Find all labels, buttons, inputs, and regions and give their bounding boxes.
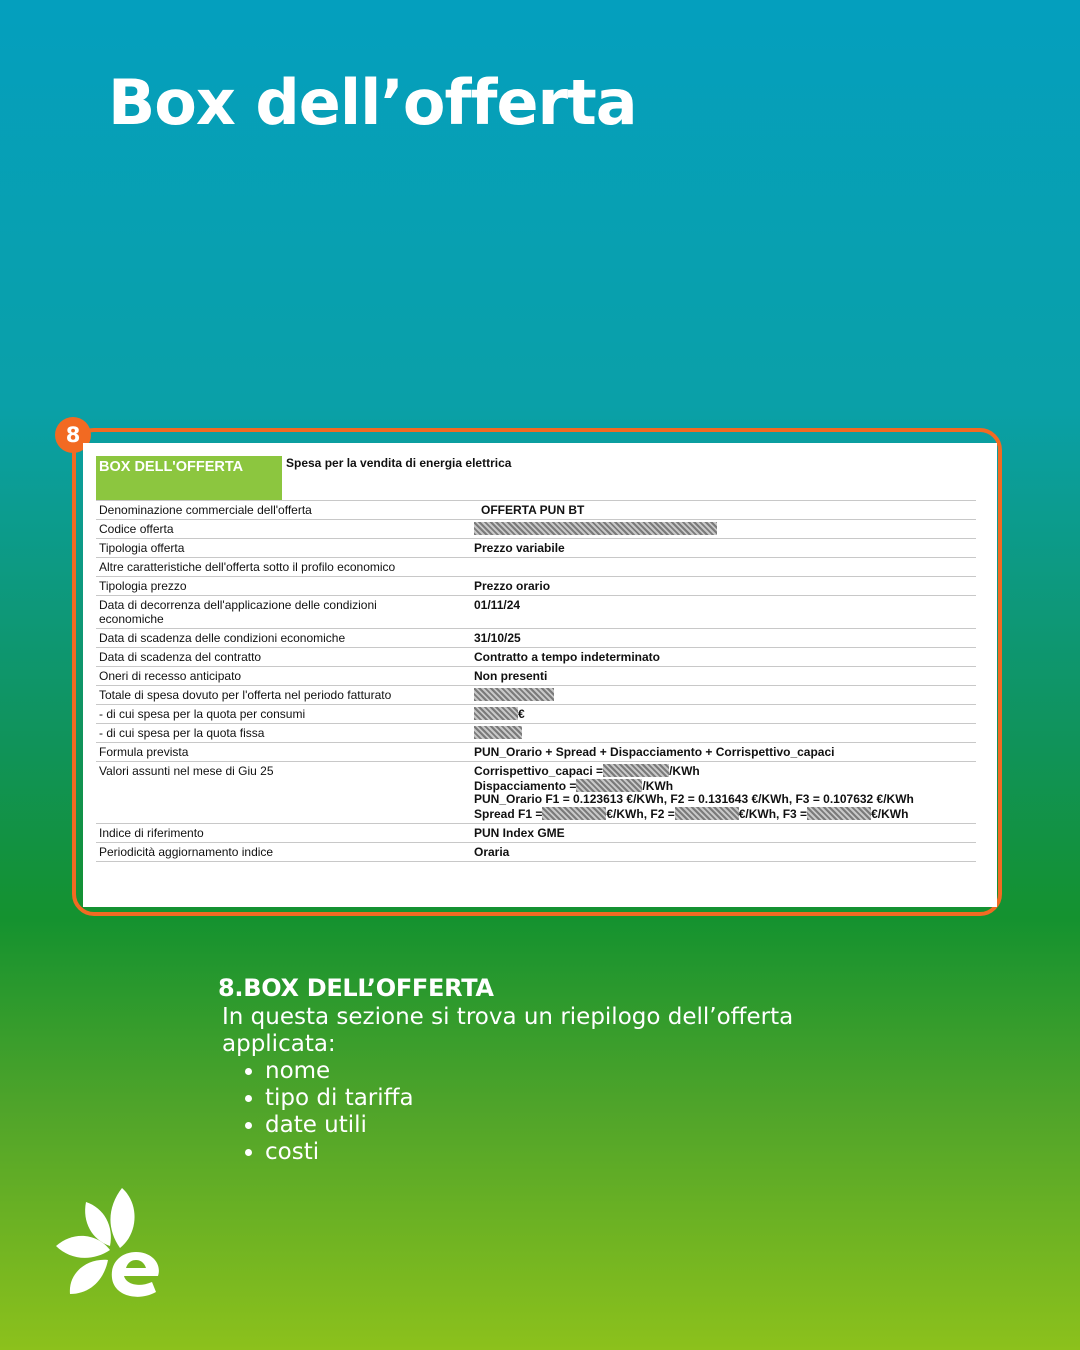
table-row: [96, 648, 976, 667]
table-row: [96, 824, 976, 843]
redacted-block: [474, 522, 717, 535]
row-value: OFFERTA PUN BT: [481, 503, 585, 517]
row-value: [474, 726, 976, 740]
redacted-block: [807, 807, 871, 820]
table-row: [96, 629, 976, 648]
redacted-block: [474, 707, 518, 720]
row-label: Totale di spesa dovuto per l'offerta nel periodo fatturato: [99, 688, 392, 702]
row-label: Valori assunti nel mese di Giu 25: [99, 764, 274, 778]
row-value: Contratto a tempo indeterminato: [474, 650, 661, 664]
row-value: Prezzo variabile: [474, 541, 565, 555]
redacted-block: [474, 726, 522, 739]
redacted-block: [542, 807, 606, 820]
redacted-block: [675, 807, 739, 820]
table-row: [96, 686, 976, 705]
row-label: - di cui spesa per la quota fissa: [99, 726, 265, 740]
table-row: [96, 520, 976, 539]
step-badge: 8: [55, 417, 91, 453]
row-label: Indice di riferimento: [99, 826, 204, 840]
row-label: Data di decorrenza dell'applicazione delle condizioni economiche: [99, 598, 377, 626]
row-value: Non presenti: [474, 669, 548, 683]
row-label: Periodicità aggiornamento indice: [99, 845, 274, 859]
description-section: [218, 974, 862, 1166]
section-intro: In questa sezione si trova un riepilogo dell’offerta applicata:: [222, 1004, 794, 1057]
table-row: [96, 596, 976, 629]
table-row: [96, 705, 976, 724]
row-value: €: [474, 707, 976, 721]
doc-subtitle: Spesa per la vendita di energia elettrica: [286, 456, 512, 470]
row-value: PUN_Orario + Spread + Dispacciamento + Corrispettivo_capaci: [474, 745, 835, 759]
row-value: Prezzo orario: [474, 579, 551, 593]
row-value: Oraria: [474, 845, 510, 859]
section-heading: 8.BOX DELL’OFFERTA: [218, 974, 494, 1002]
table-row: [96, 724, 976, 743]
list-item: • date utili: [265, 1112, 862, 1139]
list-item: • costi: [265, 1139, 862, 1166]
table-row: [96, 843, 976, 862]
offer-box-document: [83, 443, 997, 907]
table-row: [96, 667, 976, 686]
feature-list: [218, 1058, 862, 1166]
row-label: Formula prevista: [99, 745, 189, 759]
row-value: 31/10/25: [474, 631, 521, 645]
row-value: PUN Index GME: [474, 826, 565, 840]
brand-leaf-logo-icon: [52, 1186, 164, 1300]
table-row: [96, 539, 976, 558]
row-value: Corrispettivo_capaci = /KWh Dispacciamento = /KWh PUN_Orario F1 = 0.123613 €/KWh, F2 = 0.131643 €/KWh, F3 = 0.107632 €/KWh Spread F1 = €/KWh, F2 = €/KWh, F3 = €/KWh: [474, 764, 914, 821]
list-item: • nome: [265, 1058, 862, 1085]
list-item: • tipo di tariffa: [265, 1085, 862, 1112]
row-value: [474, 522, 976, 536]
row-label: Tipologia prezzo: [99, 579, 187, 593]
redacted-block: [603, 764, 669, 777]
row-label: Denominazione commerciale dell'offerta: [99, 503, 312, 517]
offer-table: [96, 500, 976, 862]
table-row: [96, 501, 976, 520]
row-value: [474, 688, 976, 702]
row-value: 01/11/24: [474, 598, 521, 612]
row-label: Altre caratteristiche dell'offerta sotto il profilo economico: [99, 560, 396, 574]
redacted-block: [576, 779, 642, 792]
table-row: [96, 762, 976, 824]
row-label: Tipologia offerta: [99, 541, 185, 555]
table-row: [96, 577, 976, 596]
row-label: Codice offerta: [99, 522, 174, 536]
page-title: Box dell’offerta: [108, 66, 637, 139]
redacted-block: [474, 688, 554, 701]
row-label: Data di scadenza del contratto: [99, 650, 262, 664]
doc-header: BOX DELL'OFFERTA: [96, 456, 282, 500]
row-label: Data di scadenza delle condizioni economiche: [99, 631, 346, 645]
row-label: - di cui spesa per la quota per consumi: [99, 707, 306, 721]
table-row: [96, 558, 976, 577]
table-row: [96, 743, 976, 762]
row-label: Oneri di recesso anticipato: [99, 669, 242, 683]
